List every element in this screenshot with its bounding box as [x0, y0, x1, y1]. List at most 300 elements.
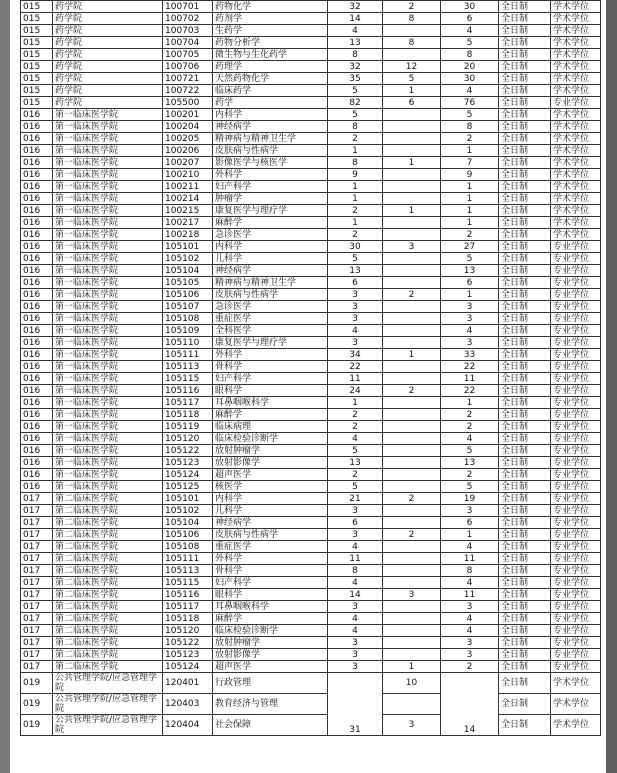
cell-col-b	[383, 637, 441, 649]
cell-code: 100217	[163, 217, 213, 229]
cell-degree: 学术学位	[551, 121, 601, 133]
cell-dept-code: 015	[21, 1, 53, 13]
cell-dept-name: 第一临床医学院	[53, 325, 163, 337]
cell-col-b	[383, 121, 441, 133]
table-row	[21, 37, 601, 49]
cell-col-c: 2	[441, 133, 499, 145]
cell-col-c: 1	[441, 289, 499, 301]
cell-col-c: 1	[441, 193, 499, 205]
cell-major: 全科医学	[213, 325, 328, 337]
cell-code: 105500	[163, 97, 213, 109]
cell-col-b	[383, 265, 441, 277]
cell-col-b	[383, 169, 441, 181]
cell-major: 儿科学	[213, 253, 328, 265]
cell-major: 眼科学	[213, 589, 328, 601]
cell-code: 105122	[163, 445, 213, 457]
cell-plan: 5	[328, 85, 383, 97]
cell-dept-code: 017	[21, 589, 53, 601]
cell-major: 麻醉学	[213, 217, 328, 229]
table-row	[21, 301, 601, 313]
cell-col-c: 13	[441, 265, 499, 277]
cell-plan: 3	[328, 505, 383, 517]
cell-dept-code: 016	[21, 217, 53, 229]
cell-col-b: 1	[383, 205, 441, 217]
table-row	[21, 505, 601, 517]
cell-dept-name: 第一临床医学院	[53, 193, 163, 205]
cell-degree: 学术学位	[551, 61, 601, 73]
cell-col-b: 8	[383, 13, 441, 25]
cell-dept-code: 017	[21, 529, 53, 541]
cell-dept-name: 第一临床医学院	[53, 217, 163, 229]
cell-mode: 全日制	[499, 613, 551, 625]
cell-dept-name: 药学院	[53, 13, 163, 25]
cell-mode: 全日制	[499, 529, 551, 541]
cell-mode: 全日制	[499, 193, 551, 205]
table-row	[21, 373, 601, 385]
cell-dept-name: 第二临床医学院	[53, 661, 163, 673]
cell-dept-name: 第二临床医学院	[53, 505, 163, 517]
cell-plan: 4	[328, 325, 383, 337]
cell-plan: 3	[328, 649, 383, 661]
cell-major: 生药学	[213, 25, 328, 37]
cell-col-b	[383, 553, 441, 565]
cell-plan: 3	[328, 301, 383, 313]
cell-major: 康复医学与理疗学	[213, 205, 328, 217]
cell-col-b: 2	[383, 1, 441, 13]
cell-major: 神经病学	[213, 121, 328, 133]
cell-col-b	[383, 373, 441, 385]
cell-dept-code: 016	[21, 457, 53, 469]
cell-dept-code: 016	[21, 289, 53, 301]
table-row	[21, 337, 601, 349]
cell-major: 皮肤病与性病学	[213, 289, 328, 301]
cell-col-c: 3	[441, 637, 499, 649]
cell-major: 天然药物化学	[213, 73, 328, 85]
cell-major: 麻醉学	[213, 613, 328, 625]
cell-major: 放射影像学	[213, 649, 328, 661]
cell-col-c: 33	[441, 349, 499, 361]
cell-col-b	[383, 181, 441, 193]
cell-dept-code: 016	[21, 325, 53, 337]
cell-col-b	[383, 277, 441, 289]
cell-degree: 专业学位	[551, 457, 601, 469]
cell-plan: 32	[328, 1, 383, 13]
cell-major: 外科学	[213, 169, 328, 181]
cell-major: 肿瘤学	[213, 193, 328, 205]
cell-major: 外科学	[213, 349, 328, 361]
cell-col-c: 4	[441, 325, 499, 337]
cell-degree: 学术学位	[551, 673, 601, 694]
cell-code: 100206	[163, 145, 213, 157]
cell-degree: 专业学位	[551, 481, 601, 493]
cell-mode: 全日制	[499, 169, 551, 181]
cell-mode: 全日制	[499, 121, 551, 133]
cell-dept-name: 第一临床医学院	[53, 385, 163, 397]
cell-major: 影像医学与核医学	[213, 157, 328, 169]
cell-mode: 全日制	[499, 337, 551, 349]
cell-major: 急诊医学	[213, 229, 328, 241]
cell-col-c: 5	[441, 253, 499, 265]
cell-col-b: 3	[383, 589, 441, 601]
cell-dept-name: 第一临床医学院	[53, 313, 163, 325]
cell-col-c: 3	[441, 313, 499, 325]
cell-degree: 专业学位	[551, 577, 601, 589]
cell-degree: 专业学位	[551, 541, 601, 553]
cell-degree: 学术学位	[551, 205, 601, 217]
cell-dept-code: 016	[21, 193, 53, 205]
cell-col-c: 30	[441, 1, 499, 13]
cell-mode: 全日制	[499, 409, 551, 421]
cell-code: 100218	[163, 229, 213, 241]
cell-degree: 专业学位	[551, 337, 601, 349]
cell-dept-name: 第一临床医学院	[53, 181, 163, 193]
cell-degree: 学术学位	[551, 37, 601, 49]
cell-col-c: 6	[441, 13, 499, 25]
cell-plan: 2	[328, 469, 383, 481]
cell-dept-code: 019	[21, 673, 53, 694]
cell-col-b	[383, 301, 441, 313]
cell-code: 100210	[163, 169, 213, 181]
cell-dept-code: 017	[21, 601, 53, 613]
cell-dept-name: 第一临床医学院	[53, 409, 163, 421]
cell-mode: 全日制	[499, 229, 551, 241]
cell-mode: 全日制	[499, 205, 551, 217]
cell-col-b	[383, 433, 441, 445]
cell-col-c: 5	[441, 481, 499, 493]
cell-col-b: 3	[383, 241, 441, 253]
cell-mode: 全日制	[499, 265, 551, 277]
cell-degree: 学术学位	[551, 25, 601, 37]
cell-dept-code: 016	[21, 349, 53, 361]
cell-dept-name: 第二临床医学院	[53, 625, 163, 637]
cell-degree: 学术学位	[551, 109, 601, 121]
cell-dept-code: 017	[21, 661, 53, 673]
cell-code: 105108	[163, 541, 213, 553]
cell-code: 105120	[163, 625, 213, 637]
cell-degree: 专业学位	[551, 565, 601, 577]
cell-col-b	[383, 229, 441, 241]
table-row	[21, 649, 601, 661]
cell-major: 妇产科学	[213, 373, 328, 385]
cell-degree: 专业学位	[551, 637, 601, 649]
cell-col-b	[383, 337, 441, 349]
table-row	[21, 277, 601, 289]
cell-code: 100215	[163, 205, 213, 217]
cell-mode: 全日制	[499, 661, 551, 673]
cell-degree: 学术学位	[551, 49, 601, 61]
table-row	[21, 613, 601, 625]
cell-plan: 5	[328, 253, 383, 265]
cell-col-c: 2	[441, 469, 499, 481]
table-row	[21, 433, 601, 445]
cell-degree: 学术学位	[551, 157, 601, 169]
cell-dept-name: 第一临床医学院	[53, 265, 163, 277]
cell-plan: 1	[328, 397, 383, 409]
cell-col-b	[383, 517, 441, 529]
cell-col-c: 19	[441, 493, 499, 505]
cell-code: 105108	[163, 313, 213, 325]
cell-dept-code: 016	[21, 481, 53, 493]
cell-degree: 专业学位	[551, 409, 601, 421]
cell-dept-name: 第二临床医学院	[53, 565, 163, 577]
cell-code: 105102	[163, 253, 213, 265]
cell-dept-name: 第一临床医学院	[53, 433, 163, 445]
cell-code: 100722	[163, 85, 213, 97]
cell-degree: 学术学位	[551, 193, 601, 205]
cell-dept-code: 019	[21, 694, 53, 715]
table-row	[21, 349, 601, 361]
cell-code: 105119	[163, 421, 213, 433]
cell-dept-code: 017	[21, 577, 53, 589]
cell-degree: 学术学位	[551, 181, 601, 193]
cell-col-b	[383, 409, 441, 421]
cell-col-b: 2	[383, 385, 441, 397]
cell-major: 骨科学	[213, 361, 328, 373]
cell-dept-name: 第二临床医学院	[53, 553, 163, 565]
cell-code: 105109	[163, 325, 213, 337]
cell-dept-name: 第一临床医学院	[53, 133, 163, 145]
table-row	[21, 517, 601, 529]
table-row	[21, 421, 601, 433]
cell-mode: 全日制	[499, 301, 551, 313]
cell-major: 妇产科学	[213, 577, 328, 589]
cell-col-c: 2	[441, 229, 499, 241]
cell-plan: 2	[328, 205, 383, 217]
cell-dept-code: 016	[21, 469, 53, 481]
cell-code: 105123	[163, 649, 213, 661]
cell-col-c: 3	[441, 601, 499, 613]
cell-col-b: 5	[383, 73, 441, 85]
cell-degree: 专业学位	[551, 445, 601, 457]
cell-dept-code: 016	[21, 301, 53, 313]
cell-dept-name: 第一临床医学院	[53, 241, 163, 253]
cell-mode: 全日制	[499, 61, 551, 73]
table-row	[21, 229, 601, 241]
cell-mode: 全日制	[499, 181, 551, 193]
cell-plan: 2	[328, 409, 383, 421]
cell-mode: 全日制	[499, 85, 551, 97]
cell-dept-code: 015	[21, 85, 53, 97]
cell-plan: 9	[328, 169, 383, 181]
cell-dept-code: 016	[21, 397, 53, 409]
cell-mode: 全日制	[499, 493, 551, 505]
window-scrollbar[interactable]	[606, 0, 617, 773]
cell-major: 重症医学	[213, 541, 328, 553]
cell-major: 儿科学	[213, 505, 328, 517]
cell-mode: 全日制	[499, 421, 551, 433]
cell-plan: 14	[328, 589, 383, 601]
cell-degree: 学术学位	[551, 85, 601, 97]
cell-col-c: 1	[441, 145, 499, 157]
cell-col-c: 76	[441, 97, 499, 109]
table-row	[21, 457, 601, 469]
cell-degree: 专业学位	[551, 469, 601, 481]
cell-col-b: 1	[383, 157, 441, 169]
cell-dept-name: 公共管理学院/应急管理学院	[53, 715, 163, 736]
cell-col-b	[383, 445, 441, 457]
cell-major: 重症医学	[213, 313, 328, 325]
cell-major: 临床检验诊断学	[213, 625, 328, 637]
cell-col-c: 1	[441, 217, 499, 229]
cell-dept-name: 第一临床医学院	[53, 121, 163, 133]
cell-plan: 6	[328, 517, 383, 529]
cell-code: 105104	[163, 265, 213, 277]
cell-major: 临床病理	[213, 421, 328, 433]
cell-mode: 全日制	[499, 397, 551, 409]
table-row	[21, 313, 601, 325]
cell-dept-name: 药学院	[53, 73, 163, 85]
cell-col-b	[383, 313, 441, 325]
cell-code: 105117	[163, 397, 213, 409]
cell-col-c: 3	[441, 337, 499, 349]
cell-plan: 11	[328, 553, 383, 565]
cell-code: 105118	[163, 613, 213, 625]
cell-mode: 全日制	[499, 625, 551, 637]
cell-dept-code: 016	[21, 265, 53, 277]
cell-col-c: 4	[441, 577, 499, 589]
cell-mode: 全日制	[499, 217, 551, 229]
cell-mode: 全日制	[499, 289, 551, 301]
cell-col-b	[383, 601, 441, 613]
cell-plan: 3	[328, 529, 383, 541]
cell-dept-code: 016	[21, 205, 53, 217]
cell-dept-name: 第一临床医学院	[53, 481, 163, 493]
cell-degree: 学术学位	[551, 694, 601, 715]
cell-dept-name: 第二临床医学院	[53, 517, 163, 529]
cell-code: 105120	[163, 433, 213, 445]
cell-dept-code: 016	[21, 385, 53, 397]
cell-mode: 全日制	[499, 469, 551, 481]
cell-plan: 4	[328, 613, 383, 625]
cell-dept-code: 016	[21, 277, 53, 289]
cell-code: 105122	[163, 637, 213, 649]
cell-mode: 全日制	[499, 577, 551, 589]
cell-major: 临床药学	[213, 85, 328, 97]
cell-major: 核医学	[213, 481, 328, 493]
cell-col-b	[383, 481, 441, 493]
cell-mode: 全日制	[499, 589, 551, 601]
table-row	[21, 673, 601, 694]
cell-plan: 4	[328, 541, 383, 553]
cell-mode: 全日制	[499, 673, 551, 694]
cell-col-c: 30	[441, 73, 499, 85]
cell-degree: 学术学位	[551, 13, 601, 25]
cell-degree: 学术学位	[551, 73, 601, 85]
cell-degree: 学术学位	[551, 133, 601, 145]
cell-major: 教育经济与管理	[213, 694, 328, 715]
cell-code: 105106	[163, 289, 213, 301]
cell-code: 120403	[163, 694, 213, 715]
cell-mode: 全日制	[499, 109, 551, 121]
cell-col-c: 3	[441, 505, 499, 517]
cell-plan: 5	[328, 481, 383, 493]
cell-dept-code: 016	[21, 121, 53, 133]
cell-plan: 3	[328, 337, 383, 349]
cell-col-b: 1	[383, 661, 441, 673]
cell-degree: 学术学位	[551, 1, 601, 13]
cell-dept-code: 017	[21, 649, 53, 661]
cell-dept-name: 第一临床医学院	[53, 205, 163, 217]
cell-dept-code: 016	[21, 145, 53, 157]
table-row	[21, 217, 601, 229]
cell-col-c: 1	[441, 205, 499, 217]
cell-col-b	[383, 361, 441, 373]
cell-code: 105102	[163, 505, 213, 517]
cell-mode: 全日制	[499, 385, 551, 397]
cell-plan: 4	[328, 625, 383, 637]
cell-major: 神经病学	[213, 265, 328, 277]
cell-degree: 专业学位	[551, 661, 601, 673]
cell-col-b: 6	[383, 97, 441, 109]
cell-plan: 22	[328, 361, 383, 373]
cell-col-b: 2	[383, 493, 441, 505]
cell-mode: 全日制	[499, 637, 551, 649]
cell-code: 105116	[163, 589, 213, 601]
cell-dept-code: 015	[21, 13, 53, 25]
cell-col-b	[383, 49, 441, 61]
cell-plan: 2	[328, 421, 383, 433]
cell-dept-name: 公共管理学院/应急管理学院	[53, 673, 163, 694]
table-row	[21, 481, 601, 493]
cell-code: 100205	[163, 133, 213, 145]
cell-col-b: 12	[383, 61, 441, 73]
cell-major: 外科学	[213, 553, 328, 565]
cell-degree: 专业学位	[551, 349, 601, 361]
cell-plan: 1	[328, 193, 383, 205]
table-row	[21, 1, 601, 13]
cell-col-c: 1	[441, 181, 499, 193]
cell-degree: 专业学位	[551, 241, 601, 253]
cell-major: 神经病学	[213, 517, 328, 529]
cell-col-c: 3	[441, 301, 499, 313]
table-row	[21, 133, 601, 145]
cell-code: 105124	[163, 661, 213, 673]
cell-col-c: 8	[441, 49, 499, 61]
cell-plan: 5	[328, 445, 383, 457]
cell-plan: 3	[328, 601, 383, 613]
cell-major: 社会保障	[213, 715, 328, 736]
cell-code: 105118	[163, 409, 213, 421]
cell-code: 105113	[163, 565, 213, 577]
cell-code: 100721	[163, 73, 213, 85]
cell-code: 100211	[163, 181, 213, 193]
cell-col-c: 1	[441, 397, 499, 409]
cell-plan: 1	[328, 181, 383, 193]
cell-degree: 专业学位	[551, 97, 601, 109]
cell-major: 药学	[213, 97, 328, 109]
table-row	[21, 694, 601, 715]
cell-dept-code: 016	[21, 181, 53, 193]
cell-dept-code: 016	[21, 133, 53, 145]
table-row	[21, 409, 601, 421]
cell-degree: 专业学位	[551, 397, 601, 409]
cell-mode: 全日制	[499, 433, 551, 445]
cell-degree: 专业学位	[551, 589, 601, 601]
cell-col-b: 1	[383, 85, 441, 97]
cell-col-c: 4	[441, 25, 499, 37]
cell-plan: 82	[328, 97, 383, 109]
cell-col-c: 4	[441, 433, 499, 445]
cell-plan: 3	[328, 289, 383, 301]
cell-major: 放射肿瘤学	[213, 445, 328, 457]
cell-plan: 24	[328, 385, 383, 397]
cell-degree: 专业学位	[551, 613, 601, 625]
table-row	[21, 157, 601, 169]
cell-major: 精神病与精神卫生学	[213, 133, 328, 145]
cell-col-c: 6	[441, 517, 499, 529]
cell-code: 105101	[163, 493, 213, 505]
cell-col-c: 4	[441, 85, 499, 97]
